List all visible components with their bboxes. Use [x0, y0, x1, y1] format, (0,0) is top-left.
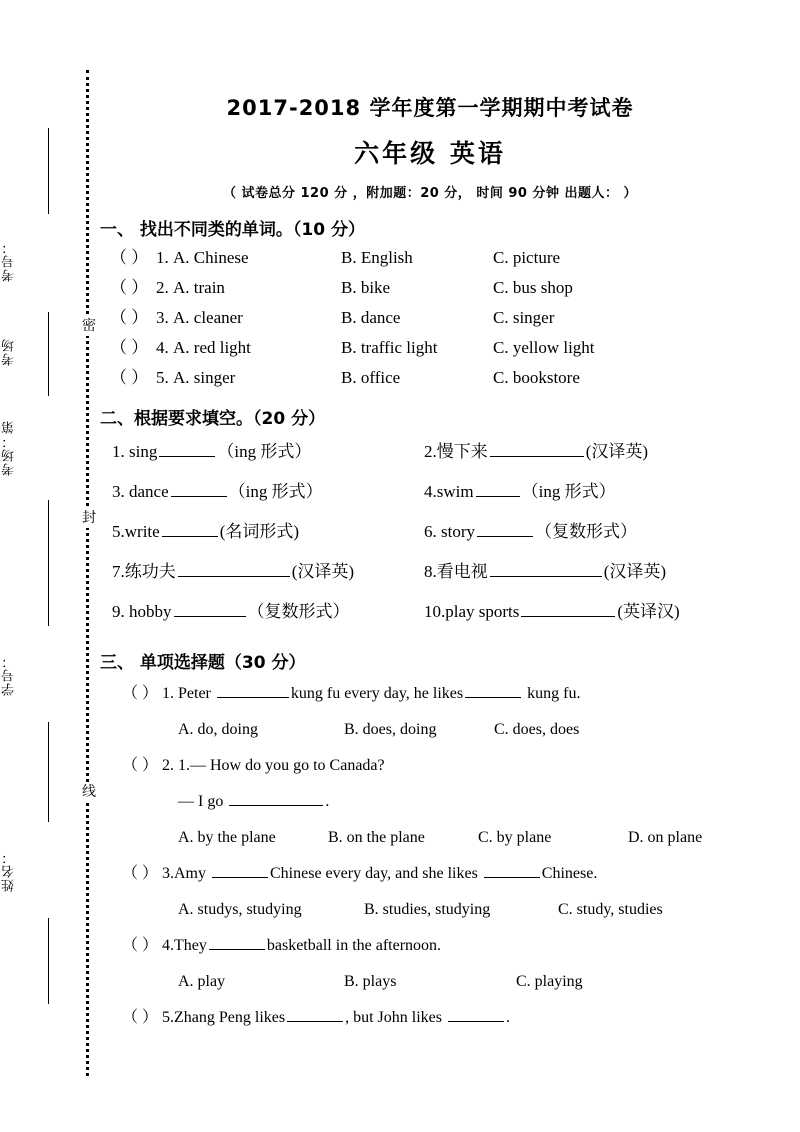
hint-text: （复数形式）: [535, 522, 637, 541]
list-item: [100, 552, 760, 592]
option-b[interactable]: B. bike: [341, 278, 391, 297]
hint-text: (汉译英): [603, 562, 667, 581]
question-number: 5.: [112, 522, 125, 541]
fill-item-right: [424, 472, 616, 512]
answer-blank[interactable]: [159, 441, 215, 457]
option-c[interactable]: C. bookstore: [493, 368, 580, 387]
hint-text: (英译汉): [617, 602, 680, 621]
answer-bracket[interactable]: （ ）: [122, 937, 159, 954]
question-stem: 1. Peter: [162, 685, 215, 702]
question-stem: 2. 1.— How do you go to Canada?: [162, 757, 385, 774]
option-a[interactable]: A. play: [178, 973, 226, 990]
prompt-word: 看电视: [436, 562, 488, 581]
option-list: [100, 964, 760, 1000]
answer-blank[interactable]: [229, 790, 323, 806]
seal-char-feng: 封: [78, 508, 100, 528]
answer-blank[interactable]: [209, 934, 265, 950]
option-a[interactable]: A. train: [173, 278, 225, 297]
seal-divider-5: [48, 918, 49, 1004]
list-item: [100, 512, 760, 552]
prompt-word: story: [441, 522, 475, 541]
question-stem-post: basketball in the afternoon.: [266, 937, 442, 954]
question-number: 10.: [424, 602, 446, 621]
answer-blank[interactable]: [465, 682, 521, 698]
option-c[interactable]: C. does, does: [494, 721, 580, 738]
fill-item-right: [424, 432, 648, 472]
answer-blank[interactable]: [217, 682, 289, 698]
question-stem-mid: Chinese every day, and she likes: [270, 865, 482, 882]
answer-line-prefix: — I go: [178, 793, 228, 810]
prompt-word: 慢下来: [436, 442, 488, 461]
option-b[interactable]: B. traffic light: [341, 338, 438, 357]
option-b[interactable]: B. studies, studying: [364, 901, 491, 918]
fill-item-right: [424, 592, 680, 632]
seal-divider-4: [48, 722, 49, 822]
list-item: [100, 432, 760, 472]
exam-info-line: （ 试卷总分 120 分 ，附加题：20 分， 时间 90 分钟 出题人： ）: [222, 186, 638, 201]
answer-blank[interactable]: [174, 601, 246, 617]
option-list: [100, 892, 760, 928]
field-label-exam-number: 考号：: [2, 240, 17, 282]
option-list: [100, 820, 760, 856]
option-a[interactable]: A. red light: [173, 338, 251, 357]
answer-blank[interactable]: [171, 481, 227, 497]
seal-char-xian: 线: [78, 782, 100, 802]
question-number: 8.: [424, 562, 437, 581]
hint-text: (汉译英): [291, 562, 355, 581]
exam-paper-body: [100, 0, 760, 1132]
answer-blank[interactable]: [448, 1006, 504, 1022]
table-row: [100, 333, 760, 363]
answer-bracket[interactable]: （ ）: [110, 338, 149, 357]
option-list: [100, 712, 760, 748]
answer-bracket[interactable]: （ ）: [122, 1009, 159, 1026]
option-a[interactable]: A. cleaner: [173, 308, 243, 327]
option-b[interactable]: B. dance: [341, 308, 401, 327]
option-a[interactable]: A. studys, studying: [178, 901, 302, 918]
question-stem-mid: kung fu every day, he likes: [290, 685, 464, 702]
field-label-student-number: 学号：: [2, 654, 17, 696]
answer-blank[interactable]: [490, 561, 602, 577]
field-label-student-name: 姓名：: [2, 850, 17, 892]
prompt-word: 练功夫: [124, 562, 176, 581]
option-c[interactable]: C. singer: [493, 308, 555, 327]
answer-blank[interactable]: [178, 561, 290, 577]
hint-text: （ing 形式）: [521, 482, 616, 501]
fill-item-left: [112, 592, 424, 632]
answer-bracket[interactable]: （ ）: [110, 278, 149, 297]
question-number: 1.: [156, 248, 169, 267]
hint-text: (名词形式): [219, 522, 300, 541]
hint-text: （复数形式）: [247, 602, 350, 621]
field-label-exam-room-no: 考场：第: [2, 420, 17, 476]
question-stem-post: kung fu.: [523, 685, 581, 702]
question-number: 1.: [112, 442, 125, 461]
answer-bracket[interactable]: （ ）: [122, 757, 159, 774]
answer-bracket[interactable]: （ ）: [110, 308, 149, 327]
question-number: 2.: [424, 442, 437, 461]
answer-blank[interactable]: [162, 521, 218, 537]
answer-bracket[interactable]: （ ）: [122, 865, 159, 882]
seal-divider-3: [48, 500, 49, 626]
option-b[interactable]: B. on the plane: [328, 829, 425, 846]
fill-item-left: [112, 512, 424, 552]
question-number: 9.: [112, 602, 125, 621]
question-stem: 5.Zhang Peng likes: [162, 1009, 286, 1026]
option-c[interactable]: C. playing: [516, 973, 583, 990]
option-c[interactable]: C. by plane: [478, 829, 552, 846]
list-item: [100, 676, 760, 712]
question-number: 3.: [112, 482, 125, 501]
table-row: [100, 243, 760, 273]
question-stem: 4.They: [162, 937, 207, 954]
fill-item-left: [112, 552, 424, 592]
seal-dotted-line: [86, 70, 89, 1076]
list-item: [100, 472, 760, 512]
option-d[interactable]: D. on plane: [628, 829, 703, 846]
section-heading-2: 二、根据要求填空。（20 分）: [100, 409, 326, 429]
seal-divider-1: [48, 128, 49, 214]
page-title: 2017-2018 学年度第一学期期中考试卷: [226, 96, 634, 120]
answer-blank[interactable]: [521, 601, 615, 617]
answer-line-suffix: .: [325, 793, 330, 810]
question-stem-continuation: [100, 784, 760, 820]
table-row: [100, 273, 760, 303]
section-heading-1: 一、 找出不同类的单词。（10 分）: [100, 220, 365, 240]
answer-blank[interactable]: [212, 862, 268, 878]
answer-blank[interactable]: [476, 481, 520, 497]
question-stem-post: Chinese.: [541, 865, 598, 882]
option-b[interactable]: B. plays: [344, 973, 397, 990]
fill-item-left: [112, 472, 424, 512]
option-c[interactable]: C. picture: [493, 248, 561, 267]
option-b[interactable]: B. office: [341, 368, 401, 387]
question-number: 2.: [156, 278, 169, 297]
question-number: 3.: [156, 308, 169, 327]
seal-margin: [0, 0, 96, 1132]
question-number: 4.: [424, 482, 437, 501]
section-heading-3: 三、 单项选择题（30 分）: [100, 653, 306, 673]
option-a[interactable]: A. Chinese: [173, 248, 249, 267]
hint-text: (汉译英): [585, 442, 649, 461]
seal-char-mi: 密: [78, 316, 100, 336]
question-number: 7.: [112, 562, 125, 581]
prompt-word: hobby: [129, 602, 172, 621]
option-b[interactable]: B. does, doing: [344, 721, 437, 738]
fill-item-right: [424, 512, 637, 552]
prompt-word: write: [124, 522, 160, 541]
page-subtitle: 六年级 英语: [354, 139, 506, 168]
option-c[interactable]: C. study, studies: [558, 901, 663, 918]
question-number: 5.: [156, 368, 169, 387]
prompt-word: play sports: [445, 602, 520, 621]
prompt-word: sing: [129, 442, 158, 461]
answer-blank[interactable]: [490, 441, 584, 457]
question-number: 4.: [156, 338, 169, 357]
fill-item-right: [424, 552, 666, 592]
option-a[interactable]: A. by the plane: [178, 829, 276, 846]
option-a[interactable]: A. singer: [173, 368, 236, 387]
question-number: 6.: [424, 522, 437, 541]
answer-bracket[interactable]: （ ）: [122, 685, 159, 702]
answer-blank[interactable]: [484, 862, 540, 878]
hint-text: （ing 形式）: [217, 442, 312, 461]
list-item: [100, 592, 760, 632]
list-item: [100, 748, 760, 784]
table-row: [100, 363, 760, 393]
option-a[interactable]: A. do, doing: [178, 721, 258, 738]
answer-bracket[interactable]: （ ）: [110, 368, 149, 387]
question-stem-mid: , but John likes: [345, 1009, 446, 1026]
question-stem-post: .: [505, 1009, 510, 1026]
list-item: [100, 928, 760, 964]
field-label-exam-room: 考场: [2, 338, 17, 366]
answer-blank[interactable]: [477, 521, 533, 537]
answer-bracket[interactable]: （ ）: [110, 248, 149, 267]
table-row: [100, 303, 760, 333]
fill-item-left: [112, 432, 424, 472]
answer-blank[interactable]: [287, 1006, 343, 1022]
prompt-word: dance: [129, 482, 169, 501]
option-b[interactable]: B. English: [341, 248, 413, 267]
option-c[interactable]: C. bus shop: [493, 278, 573, 297]
list-item: [100, 1000, 760, 1036]
question-stem: 3.Amy: [162, 865, 210, 882]
list-item: [100, 856, 760, 892]
hint-text: （ing 形式）: [228, 482, 323, 501]
prompt-word: swim: [436, 482, 474, 501]
option-c[interactable]: C. yellow light: [493, 338, 595, 357]
